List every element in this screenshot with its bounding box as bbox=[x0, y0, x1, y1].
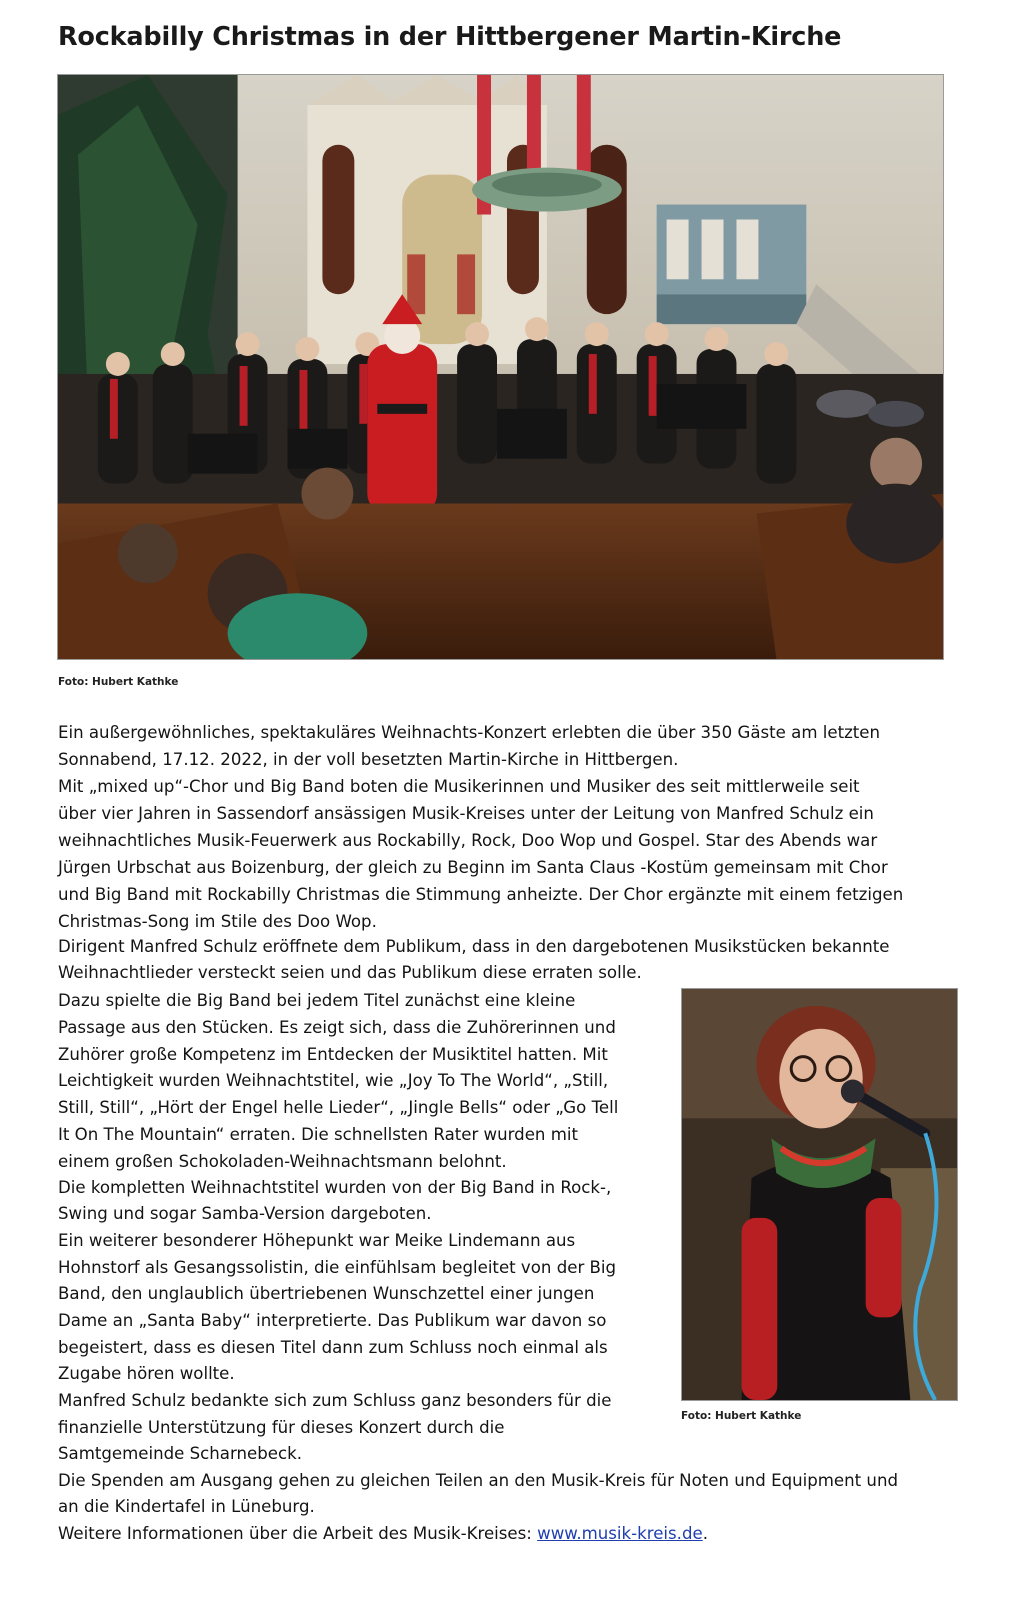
body-line: über vier Jahren in Sassendorf ansässigen Musik-Kreises unter der Leitung von Manfred Schulz ein bbox=[58, 804, 874, 823]
footer-suffix: . bbox=[702, 1524, 708, 1543]
body-line: Leichtigkeit wurden Weihnachtstitel, wie „Joy To The World“, „Still, bbox=[58, 1071, 609, 1090]
musik-kreis-link[interactable]: www.musik-kreis.de bbox=[537, 1524, 703, 1543]
photo-caption: Foto: Hubert Kathke bbox=[681, 1410, 802, 1422]
body-line: einem großen Schokoladen-Weihnachtsmann belohnt. bbox=[58, 1152, 507, 1171]
body-line: finanzielle Unterstützung für dieses Konzert durch die bbox=[58, 1418, 505, 1437]
body-line: Dirigent Manfred Schulz eröffnete dem Publikum, dass in den dargebotenen Musikstücken bekannte bbox=[58, 937, 890, 956]
body-line: Ein weiterer besonderer Höhepunkt war Meike Lindemann aus bbox=[58, 1231, 576, 1250]
body-line: Jürgen Urbschat aus Boizenburg, der gleich zu Beginn im Santa Claus -Kostüm gemeinsam mit Chor bbox=[58, 858, 888, 877]
body-line: Swing und sogar Samba-Version dargeboten. bbox=[58, 1204, 432, 1223]
body-line: Die kompletten Weihnachtstitel wurden von der Big Band in Rock-, bbox=[58, 1178, 612, 1197]
photo-caption: Foto: Hubert Kathke bbox=[58, 676, 179, 688]
body-line: weihnachtliches Musik-Feuerwerk aus Rockabilly, Rock, Doo Wop und Gospel. Star des Abends war bbox=[58, 831, 878, 850]
footer-prefix: Weitere Informationen über die Arbeit des Musik-Kreises: bbox=[58, 1524, 538, 1543]
body-line: Band, den unglaublich übertriebenen Wunschzettel einer jungen bbox=[58, 1284, 595, 1303]
singer-photo bbox=[681, 988, 958, 1401]
body-line: Still, Still“, „Hört der Engel helle Lieder“, „Jingle Bells“ oder „Go Tell bbox=[58, 1098, 619, 1117]
article-title: Rockabilly Christmas in der Hittbergener Martin-Kirche bbox=[58, 22, 842, 52]
body-line: It On The Mountain“ erraten. Die schnellsten Rater wurden mit bbox=[58, 1125, 578, 1144]
body-line: Weihnachtlieder versteckt seien und das Publikum diese erraten solle. bbox=[58, 963, 642, 982]
body-line: Dame an „Santa Baby“ interpretierte. Das Publikum war davon so bbox=[58, 1311, 607, 1330]
body-line: an die Kindertafel in Lüneburg. bbox=[58, 1497, 315, 1516]
body-line: Dazu spielte die Big Band bei jedem Titel zunächst eine kleine bbox=[58, 991, 576, 1010]
body-line: Christmas-Song im Stile des Doo Wop. bbox=[58, 912, 377, 931]
body-line: Zugabe hören wollte. bbox=[58, 1364, 235, 1383]
body-line: Passage aus den Stücken. Es zeigt sich, dass die Zuhörerinnen und bbox=[58, 1018, 616, 1037]
body-line: Die Spenden am Ausgang gehen zu gleichen Teilen an den Musik-Kreis für Noten und Equipment und bbox=[58, 1471, 899, 1490]
body-line: Sonnabend, 17.12. 2022, in der voll besetzten Martin-Kirche in Hittbergen. bbox=[58, 750, 679, 769]
body-line: und Big Band mit Rockabilly Christmas die Stimmung anheizte. Der Chor ergänzte mit einem fetzigen bbox=[58, 885, 904, 904]
body-line: Hohnstorf als Gesangssolistin, die einfühlsam begleitet von der Big bbox=[58, 1258, 617, 1277]
concert-photo bbox=[57, 74, 944, 660]
footer-line bbox=[58, 1524, 708, 1544]
body-line: Ein außergewöhnliches, spektakuläres Weihnachts-Konzert erlebten die über 350 Gäste am letzten bbox=[58, 723, 881, 742]
body-line: Zuhörer große Kompetenz im Entdecken der Musiktitel hatten. Mit bbox=[58, 1045, 608, 1064]
body-line: begeistert, dass es diesen Titel dann zum Schluss noch einmal als bbox=[58, 1338, 608, 1357]
body-line: Manfred Schulz bedankte sich zum Schluss ganz besonders für die bbox=[58, 1391, 612, 1410]
concert-photo-illustration bbox=[58, 75, 943, 659]
body-line: Samtgemeinde Scharnebeck. bbox=[58, 1444, 302, 1463]
singer-photo-illustration bbox=[682, 989, 957, 1400]
body-line: Mit „mixed up“-Chor und Big Band boten die Musikerinnen und Musiker des seit mittlerweile seit bbox=[58, 777, 860, 796]
